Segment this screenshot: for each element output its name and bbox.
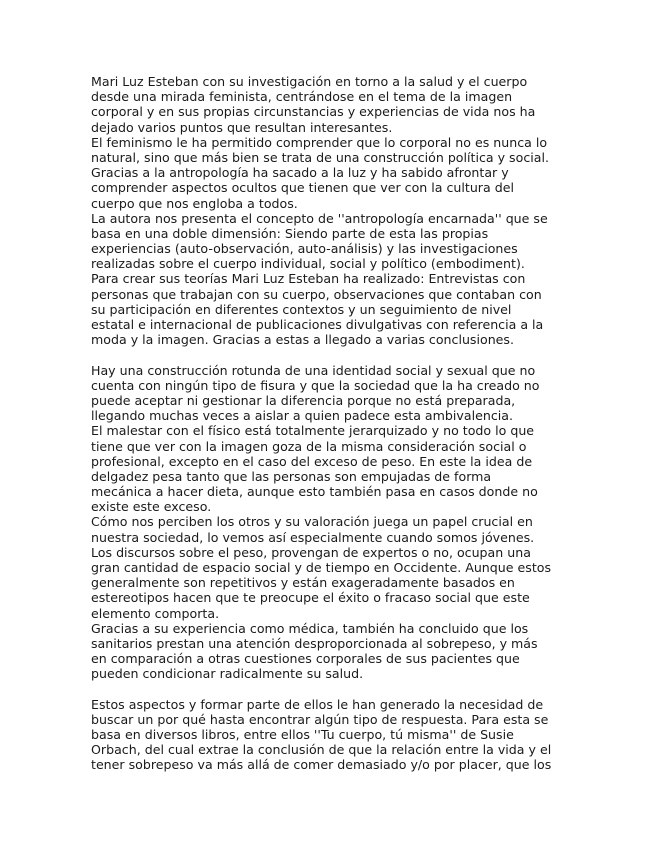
text-line: mecánica a hacer dieta, aunque esto también pasa en casos donde no (91, 484, 538, 500)
text-line: Para crear sus teorías Mari Luz Esteban ha realizado: Entrevistas con (91, 271, 526, 287)
text-line: Orbach, del cual extrae la conclusión de que la relación entre la vida y el (91, 742, 552, 758)
text-line: llegando muchas veces a aislar a quien padece esta ambivalencia. (91, 408, 513, 424)
text-line: La autora nos presenta el concepto de ''antropología encarnada'' que se (91, 210, 548, 226)
text-line: puede aceptar ni gestionar la diferencia porque no está preparada, (91, 392, 516, 408)
text-line: Gracias a su experiencia como médica, también ha concluido que los (91, 620, 529, 636)
text-line: moda y la imagen. Gracias a estas a llegado a varias conclusiones. (91, 332, 514, 348)
text-line: su participación en diferentes contextos y un seguimiento de nivel (91, 301, 512, 317)
text-line: tener sobrepeso va más allá de comer demasiado y/o por placer, que los (91, 757, 552, 773)
text-line: Estos aspectos y formar parte de ellos le han generado la necesidad de (91, 696, 544, 712)
text-line: El feminismo le ha permitido comprender que lo corporal no es nunca lo (91, 134, 548, 150)
text-line: El malestar con el físico está totalmente jerarquizado y no todo lo que (91, 423, 535, 439)
text-line: corporal y en sus propias circunstancias y experiencias de vida nos ha (91, 104, 536, 120)
text-line: sanitarios prestan una atención desproporcionada al sobrepeso, y más (91, 635, 538, 651)
paragraph-gap (91, 347, 573, 362)
text-line: generalmente son repetitivos y están exageradamente basados en (91, 575, 515, 591)
text-line: gran cantidad de espacio social y de tiempo en Occidente. Aunque estos (91, 560, 552, 575)
text-line: tiene que ver con la imagen goza de la misma consideración social o (91, 438, 527, 454)
text-line: comprender aspectos ocultos que tienen que ver con la cultura del (91, 180, 514, 196)
document-body (91, 74, 573, 773)
text-line: en comparación a otras cuestiones corporales de sus pacientes que (91, 651, 520, 667)
text-line: estereotipos hacen que te preocupe el éxito o fracaso social que este (91, 590, 530, 606)
text-line: Hay una construcción rotunda de una identidad social y sexual que no (91, 362, 536, 378)
text-line: existe este exceso. (91, 499, 212, 515)
text-line: Mari Luz Esteban con su investigación en torno a la salud y el cuerpo (91, 74, 528, 89)
text-line: buscar un por qué hasta encontrar algún tipo de respuesta. Para esta se (91, 711, 549, 727)
text-line: realizadas sobre el cuerpo individual, social y político (embodiment). (91, 256, 525, 272)
text-line: experiencias (auto-observación, auto-análisis) y las investigaciones (91, 241, 518, 257)
text-line: desde una mirada feminista, centrándose en el tema de la imagen (91, 89, 513, 105)
text-line: estatal e internacional de publicaciones divulgativas con referencia a la (91, 317, 544, 332)
text-line: pueden condicionar radicalmente su salud. (91, 666, 364, 682)
paragraph-gap (91, 682, 573, 697)
text-line: elemento comporta. (91, 605, 220, 621)
text-line: basa en una doble dimensión: Siendo parte de esta las propias (91, 225, 489, 241)
text-line: basa en diversos libros, entre ellos ''Tu cuerpo, tú misma'' de Susie (91, 727, 514, 743)
text-line: Los discursos sobre el peso, provengan de expertos o no, ocupan una (91, 544, 531, 560)
text-line: profesional, excepto en el caso del exceso de peso. En este la idea de (91, 453, 533, 469)
text-line: personas que trabajan con su cuerpo, observaciones que contaban con (91, 286, 542, 302)
text-line: natural, sino que más bien se trata de una construcción política y social. (91, 149, 549, 165)
text-line: Cómo nos perciben los otros y su valoración juega un papel crucial en (91, 514, 533, 530)
text-line: cuenta con ningún tipo de fisura y que la sociedad que la ha creado no (91, 377, 540, 393)
text-line: nuestra sociedad, lo vemos así especialmente cuando somos jóvenes. (91, 529, 535, 545)
text-line: cuerpo que nos engloba a todos. (91, 195, 298, 211)
text-line: dejado varios puntos que resultan interesantes. (91, 119, 393, 135)
text-line: delgadez pesa tanto que las personas son empujadas de forma (91, 468, 492, 484)
text-line: Gracias a la antropología ha sacado a la luz y ha sabido afrontar y (91, 165, 509, 181)
